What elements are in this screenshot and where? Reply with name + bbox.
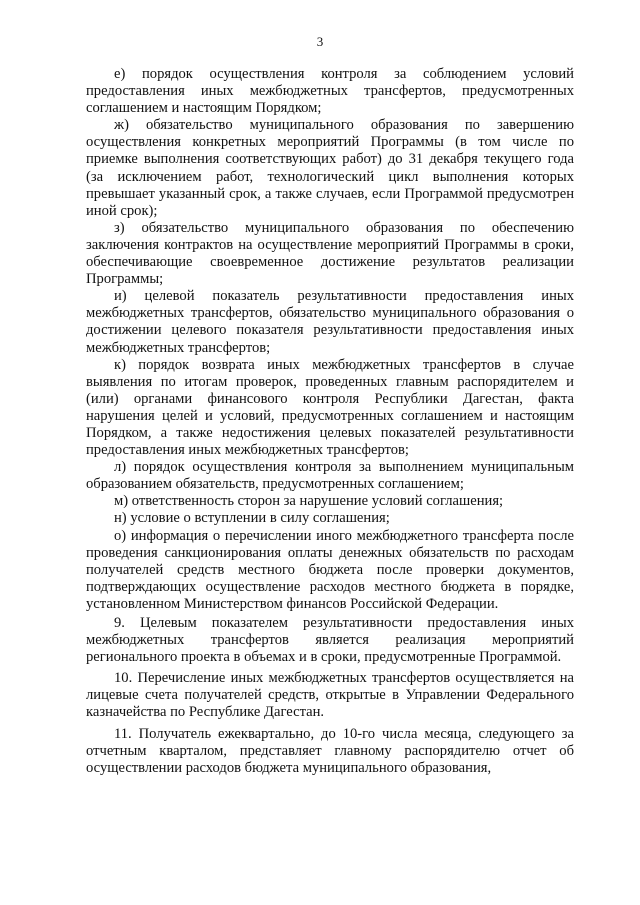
paragraph-9: 9. Целевым показателем результативности предоставления иных межбюджетных трансфертов является реализация мероприятий регионального проекта в объемах и в сроки, предусмотренные Программой. (86, 615, 574, 666)
paragraph-k: к) порядок возврата иных межбюджетных трансфертов в случае выявления по итогам проверок, проведенных главным распорядителем и (или) органами финансового контроля Республики Дагестан, факта нарушения целей и условий, предусмотренных соглашением и настоящим Порядком, а также недостижения целевых показателей результативности предоставления иных межбюджетных трансфертов; (86, 356, 574, 459)
paragraph-zh: ж) обязательство муниципального образования по завершению осуществления конкретных мероприятий Программы (в том числе по приемке выполнения соответствующих работ) до 31 декабря текущего года (за исключением работ, технологический цикл выполнения которых превышает указанный срок, а также случаев, если Программой предусмотрен иной срок); (86, 117, 574, 219)
paragraph-z: з) обязательство муниципального образования по обеспечению заключения контрактов на осуществление мероприятий Программы в сроки, обеспечивающие своевременное достижение результатов реализации Программы; (86, 219, 574, 288)
paragraph-e: е) порядок осуществления контроля за соблюдением условий предоставления иных межбюджетных трансфертов, предусмотренных соглашением и настоящим Порядком; (86, 66, 574, 117)
paragraph-l: л) порядок осуществления контроля за выполнением муниципальным образованием обязательств, предусмотренных соглашением; (86, 459, 574, 493)
paragraph-m: м) ответственность сторон за нарушение условий соглашения; (114, 493, 504, 510)
paragraph-o: о) информация о перечислении иного межбюджетного трансферта после проведения санкционирования оплаты денежных обязательств по расходам получателей средств местного бюджета после проверки документов, подтверждающих осуществление расходов местного бюджета в порядке, установленном Министерством финансов Российской Федерации. (86, 527, 574, 612)
paragraph-i: и) целевой показатель результативности предоставления иных межбюджетных трансфертов, обязательство муниципального образования о достижении целевого показателя результативности предоставления иных межбюджетных трансфертов; (86, 288, 574, 356)
page-number: 3 (316, 34, 324, 49)
paragraph-n: н) условие о вступлении в силу соглашения; (114, 510, 390, 527)
paragraph-10: 10. Перечисление иных межбюджетных трансфертов осуществляется на лицевые счета получателей средств, открытые в Управлении Федерального казначейства по Республике Дагестан. (86, 670, 574, 721)
paragraph-11: 11. Получатель ежеквартально, до 10-го числа месяца, следующего за отчетным кварталом, представляет главному распорядителю отчет об осуществлении расходов бюджета муниципального образования, (86, 725, 574, 776)
body-text (86, 66, 574, 777)
